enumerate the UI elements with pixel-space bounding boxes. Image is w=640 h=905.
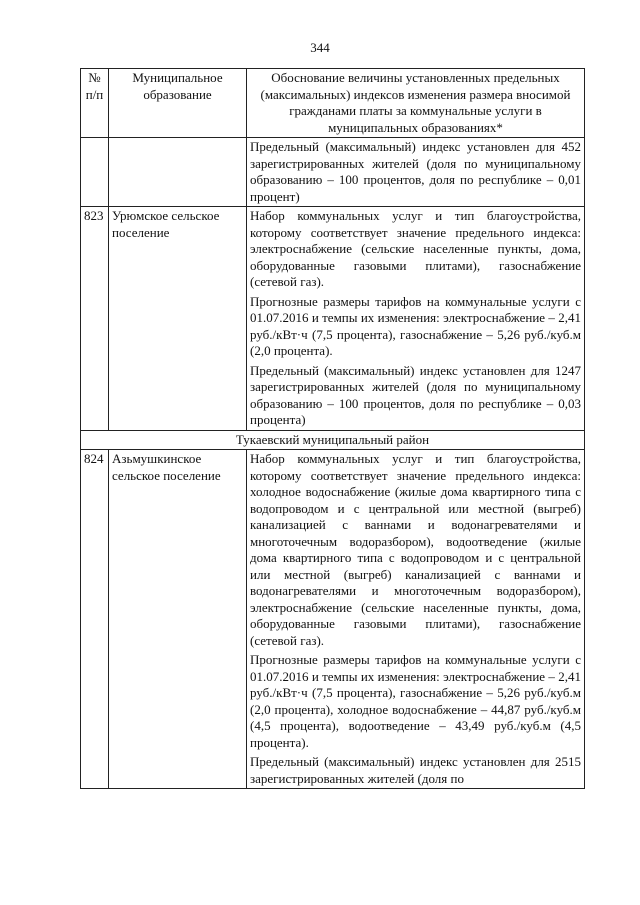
header-municipality: Муниципальное образование — [109, 69, 247, 138]
row-number: 824 — [81, 450, 109, 789]
table-row — [81, 207, 585, 431]
header-justification: Обоснование величины установленных предельных (максимальных) индексов изменения размера вносимой гражданами платы за коммунальные услуги в муниципальных образованиях* — [247, 69, 585, 138]
table-row — [81, 138, 585, 207]
index-table — [80, 68, 585, 789]
header-number-line: п/п — [85, 86, 104, 102]
table-row — [81, 450, 585, 789]
paragraph: Предельный (максимальный) индекс установлен для 452 зарегистрированных жителей (доля по муниципальному образованию – 100 процентов, доля по республике – 0,01 процент) — [250, 139, 581, 204]
row-municipality: Урюмское сельское поселение — [109, 207, 247, 431]
row-municipality — [109, 138, 247, 207]
paragraph: Предельный (максимальный) индекс установлен для 1247 зарегистрированных жителей (доля по муниципальному образованию – 100 процентов, доля по республике – 0,03 процента) — [250, 362, 581, 427]
header-number-line: № — [88, 70, 101, 85]
paragraph: Набор коммунальных услуг и тип благоустройства, которому соответствует значение предельного индекса: электроснабжение (сельские населенные пункты, дома, оборудованные газовыми плитами), газоснабжение (сетевой газ). — [250, 208, 581, 289]
row-justification — [247, 450, 585, 789]
paragraph: Прогнозные размеры тарифов на коммунальные услуги с 01.07.2016 и темпы их изменения: электроснабжение – 2,41 руб./кВт·ч (7,5 процента), газоснабжение – 5,26 руб./куб.м (2,0 процента), холодное водоснабжение – 44,87 руб./куб.м (4,5 процента), водоотведение – 43,49 руб./куб.м (4,5 процента). — [250, 652, 581, 750]
paragraph: Набор коммунальных услуг и тип благоустройства, которому соответствует значение предельного индекса: холодное водоснабжение (жилые дома квартирного типа с водопроводом и с центральной или местной (выгреб) канализацией с ваннами и водонагревателями и многоточечным водоразбором), водоотведение (жилые дома квартирного типа с водопроводом и с центральной или местной (выгреб) канализацией с ваннами и водонагревателями и многоточечным водоразбором), электроснабжение (сельские населенные пункты, дома, оборудованные газовыми плитами), газоснабжение (сетевой газ). — [250, 451, 581, 648]
header-number — [81, 69, 109, 138]
table-header-row — [81, 69, 585, 138]
row-justification — [247, 207, 585, 431]
row-municipality: Азьмушкинское сельское поселение — [109, 450, 247, 789]
page-number: 344 — [310, 40, 330, 55]
paragraph: Прогнозные размеры тарифов на коммунальные услуги с 01.07.2016 и темпы их изменения: электроснабжение – 2,41 руб./кВт·ч (7,5 процента), газоснабжение – 5,26 руб./куб.м (2,0 процента). — [250, 293, 581, 358]
district-title: Тукаевский муниципальный район — [81, 430, 585, 450]
district-row — [81, 430, 585, 450]
paragraph: Предельный (максимальный) индекс установлен для 2515 зарегистрированных жителей (доля по — [250, 754, 581, 786]
row-number: 823 — [81, 207, 109, 431]
row-number — [81, 138, 109, 207]
row-justification — [247, 138, 585, 207]
